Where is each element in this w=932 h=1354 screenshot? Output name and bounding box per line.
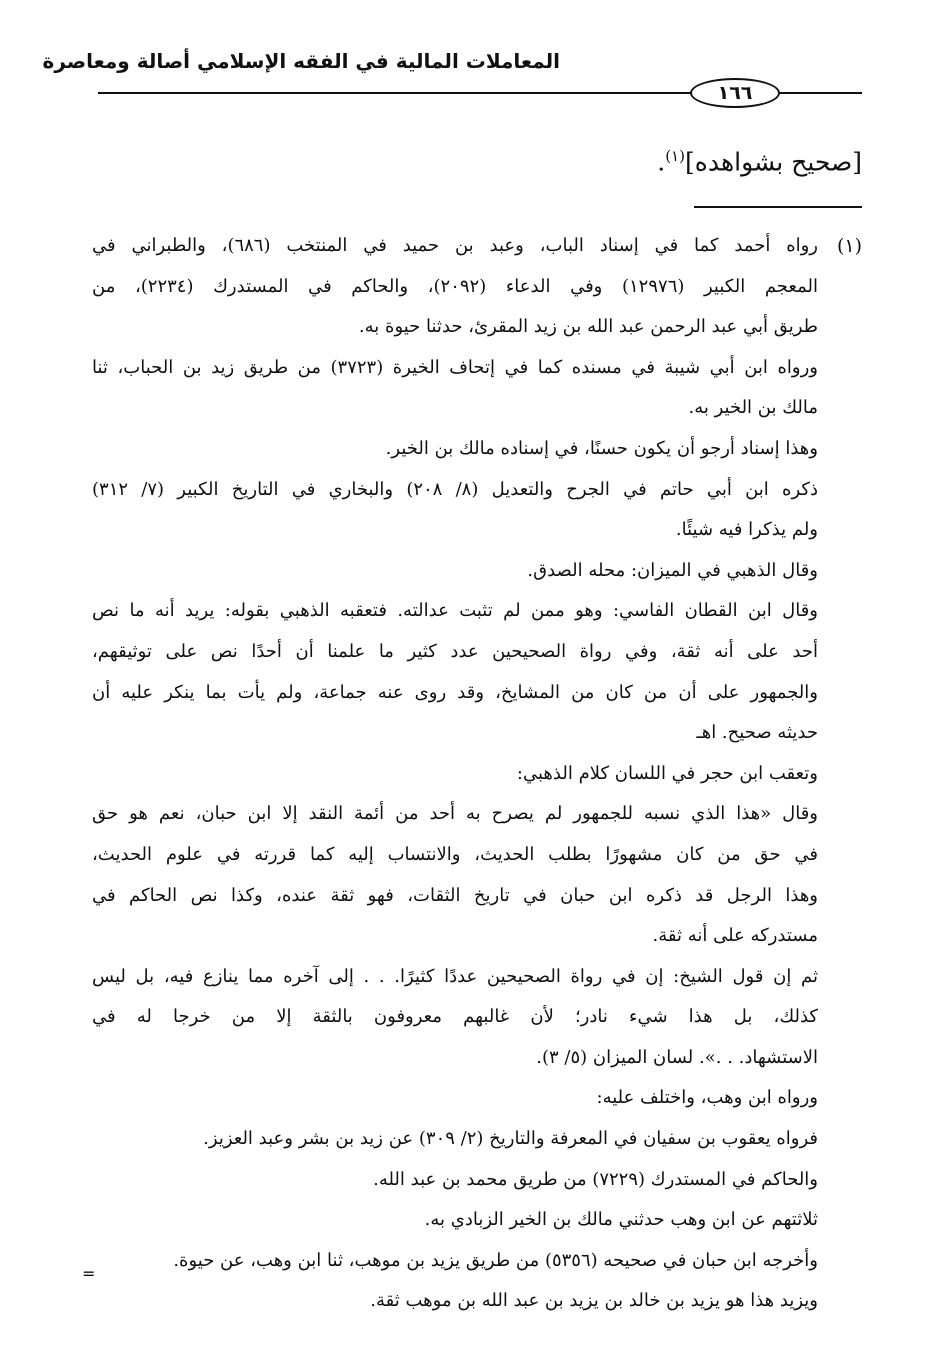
footnote-line: وقال الذهبي في الميزان: محله الصدق. (527, 559, 818, 581)
footnote-line: أحد على أنه ثقة، وفي رواة الصحيحين عدد كثير ما علمنا أن أحدًا نص على توثيقهم، (92, 640, 818, 662)
footnote-line: مستدركه على أنه ثقة. (652, 925, 818, 947)
main-text-end-punct: . (657, 147, 666, 177)
footnote-line: وأخرجه ابن حبان في صحيحه (٥٣٥٦) من طريق يزيد بن موهب، ثنا ابن وهب، عن حيوة. (173, 1249, 818, 1271)
footnote-line: وهذا الرجل قد ذكره ابن حبان في تاريخ الثقات، فهو ثقة عنده، وكذا نص الحاكم في (92, 884, 818, 906)
footnote-line: فرواه يعقوب بن سفيان في المعرفة والتاريخ (٢/ ٣٠٩) عن زيد بن بشر وعبد العزيز. (203, 1128, 818, 1150)
footnote-line: طريق أبي عبد الرحمن عبد الله بن زيد المقرئ، حدثنا حيوة به. (358, 316, 818, 338)
footnote-line: ورواه ابن أبي شيبة في مسنده كما في إتحاف الخيرة (٣٧٢٣) من طريق زيد بن الحباب، ثنا (92, 356, 818, 378)
footnote-line: وهذا إسناد أرجو أن يكون حسنًا، في إسناده مالك بن الخير. (385, 437, 818, 459)
footnote-line: والجمهور على أن من كان من المشايخ، وقد روى عنه جماعة، ولم يأت بما ينكر عليه أن (92, 681, 818, 703)
footnote-line: مالك بن الخير به. (688, 397, 818, 419)
main-text-body: [صحيح بشواهده] (684, 147, 862, 177)
footnote-line: والحاكم في المستدرك (٧٢٢٩) من طريق محمد بن عبد الله. (373, 1168, 818, 1190)
footnote-line: وتعقب ابن حجر في اللسان كلام الذهبي: (516, 762, 818, 784)
footnote-separator (694, 206, 862, 208)
footnote-line: حديثه صحيح. اهـ (696, 722, 818, 744)
footnote-line: ولم يذكرا فيه شيئًا. (675, 519, 818, 541)
footnote-line: ثلاثتهم عن ابن وهب حدثني مالك بن الخير الزبادي به. (424, 1209, 818, 1231)
footnote-line: ذكره ابن أبي حاتم في الجرح والتعديل (٨/ ٢٠٨) والبخاري في التاريخ الكبير (٧/ ٣١٢) (92, 478, 818, 500)
footnote-line: الاستشهاد. . .». لسان الميزان (٥/ ٣). (536, 1046, 818, 1068)
footnote-lines (92, 226, 818, 1322)
footnote-marker: (١) (836, 235, 862, 257)
footnote-line: ويزيد هذا هو يزيد بن خالد بن يزيد بن عبد الله بن موهب ثقة. (370, 1290, 818, 1312)
footnote-reference: (١) (665, 147, 685, 165)
footnote-line: وقال ابن القطان الفاسي: وهو ممن لم تثبت عدالته. فتعقبه الذهبي بقوله: يريد أنه ما نص (92, 600, 818, 622)
footnote-line: ورواه ابن وهب، واختلف عليه: (596, 1087, 818, 1109)
page-number: ١٦٦ (690, 78, 780, 108)
footnote-line: كذلك، بل هذا شيء نادر؛ لأن غالبهم معروفون بالثقة إلا من خرجا له في (92, 1006, 818, 1028)
footnote-line: في حق من كان مشهورًا بطلب الحديث، والانتساب إليه كما قررته في علوم الحديث، (92, 843, 818, 865)
footnote-line: ثم إن قول الشيخ: إن في رواة الصحيحين عددًا كثيرًا. . . إلى آخره مما ينازع فيه، بل ليس (92, 965, 818, 987)
main-text (98, 133, 862, 185)
margin-continuation-mark: = (82, 1264, 96, 1283)
footnote-line: رواه أحمد كما في إسناد الباب، وعبد بن حميد في المنتخب (٦٨٦)، والطبراني في (92, 235, 818, 256)
footnote-line: المعجم الكبير (١٢٩٧٦) وفي الدعاء (٢٠٩٢)، والحاكم في المستدرك (٢٢٣٤)، من (92, 275, 818, 297)
running-header-title: المعاملات المالية في الفقه الإسلامي أصالة ومعاصرة (42, 49, 560, 73)
footnote-line: وقال «هذا الذي نسبه للجمهور لم يصرح به أحد من أئمة النقد إلا ابن حبان، نعم هو حق (92, 803, 818, 825)
